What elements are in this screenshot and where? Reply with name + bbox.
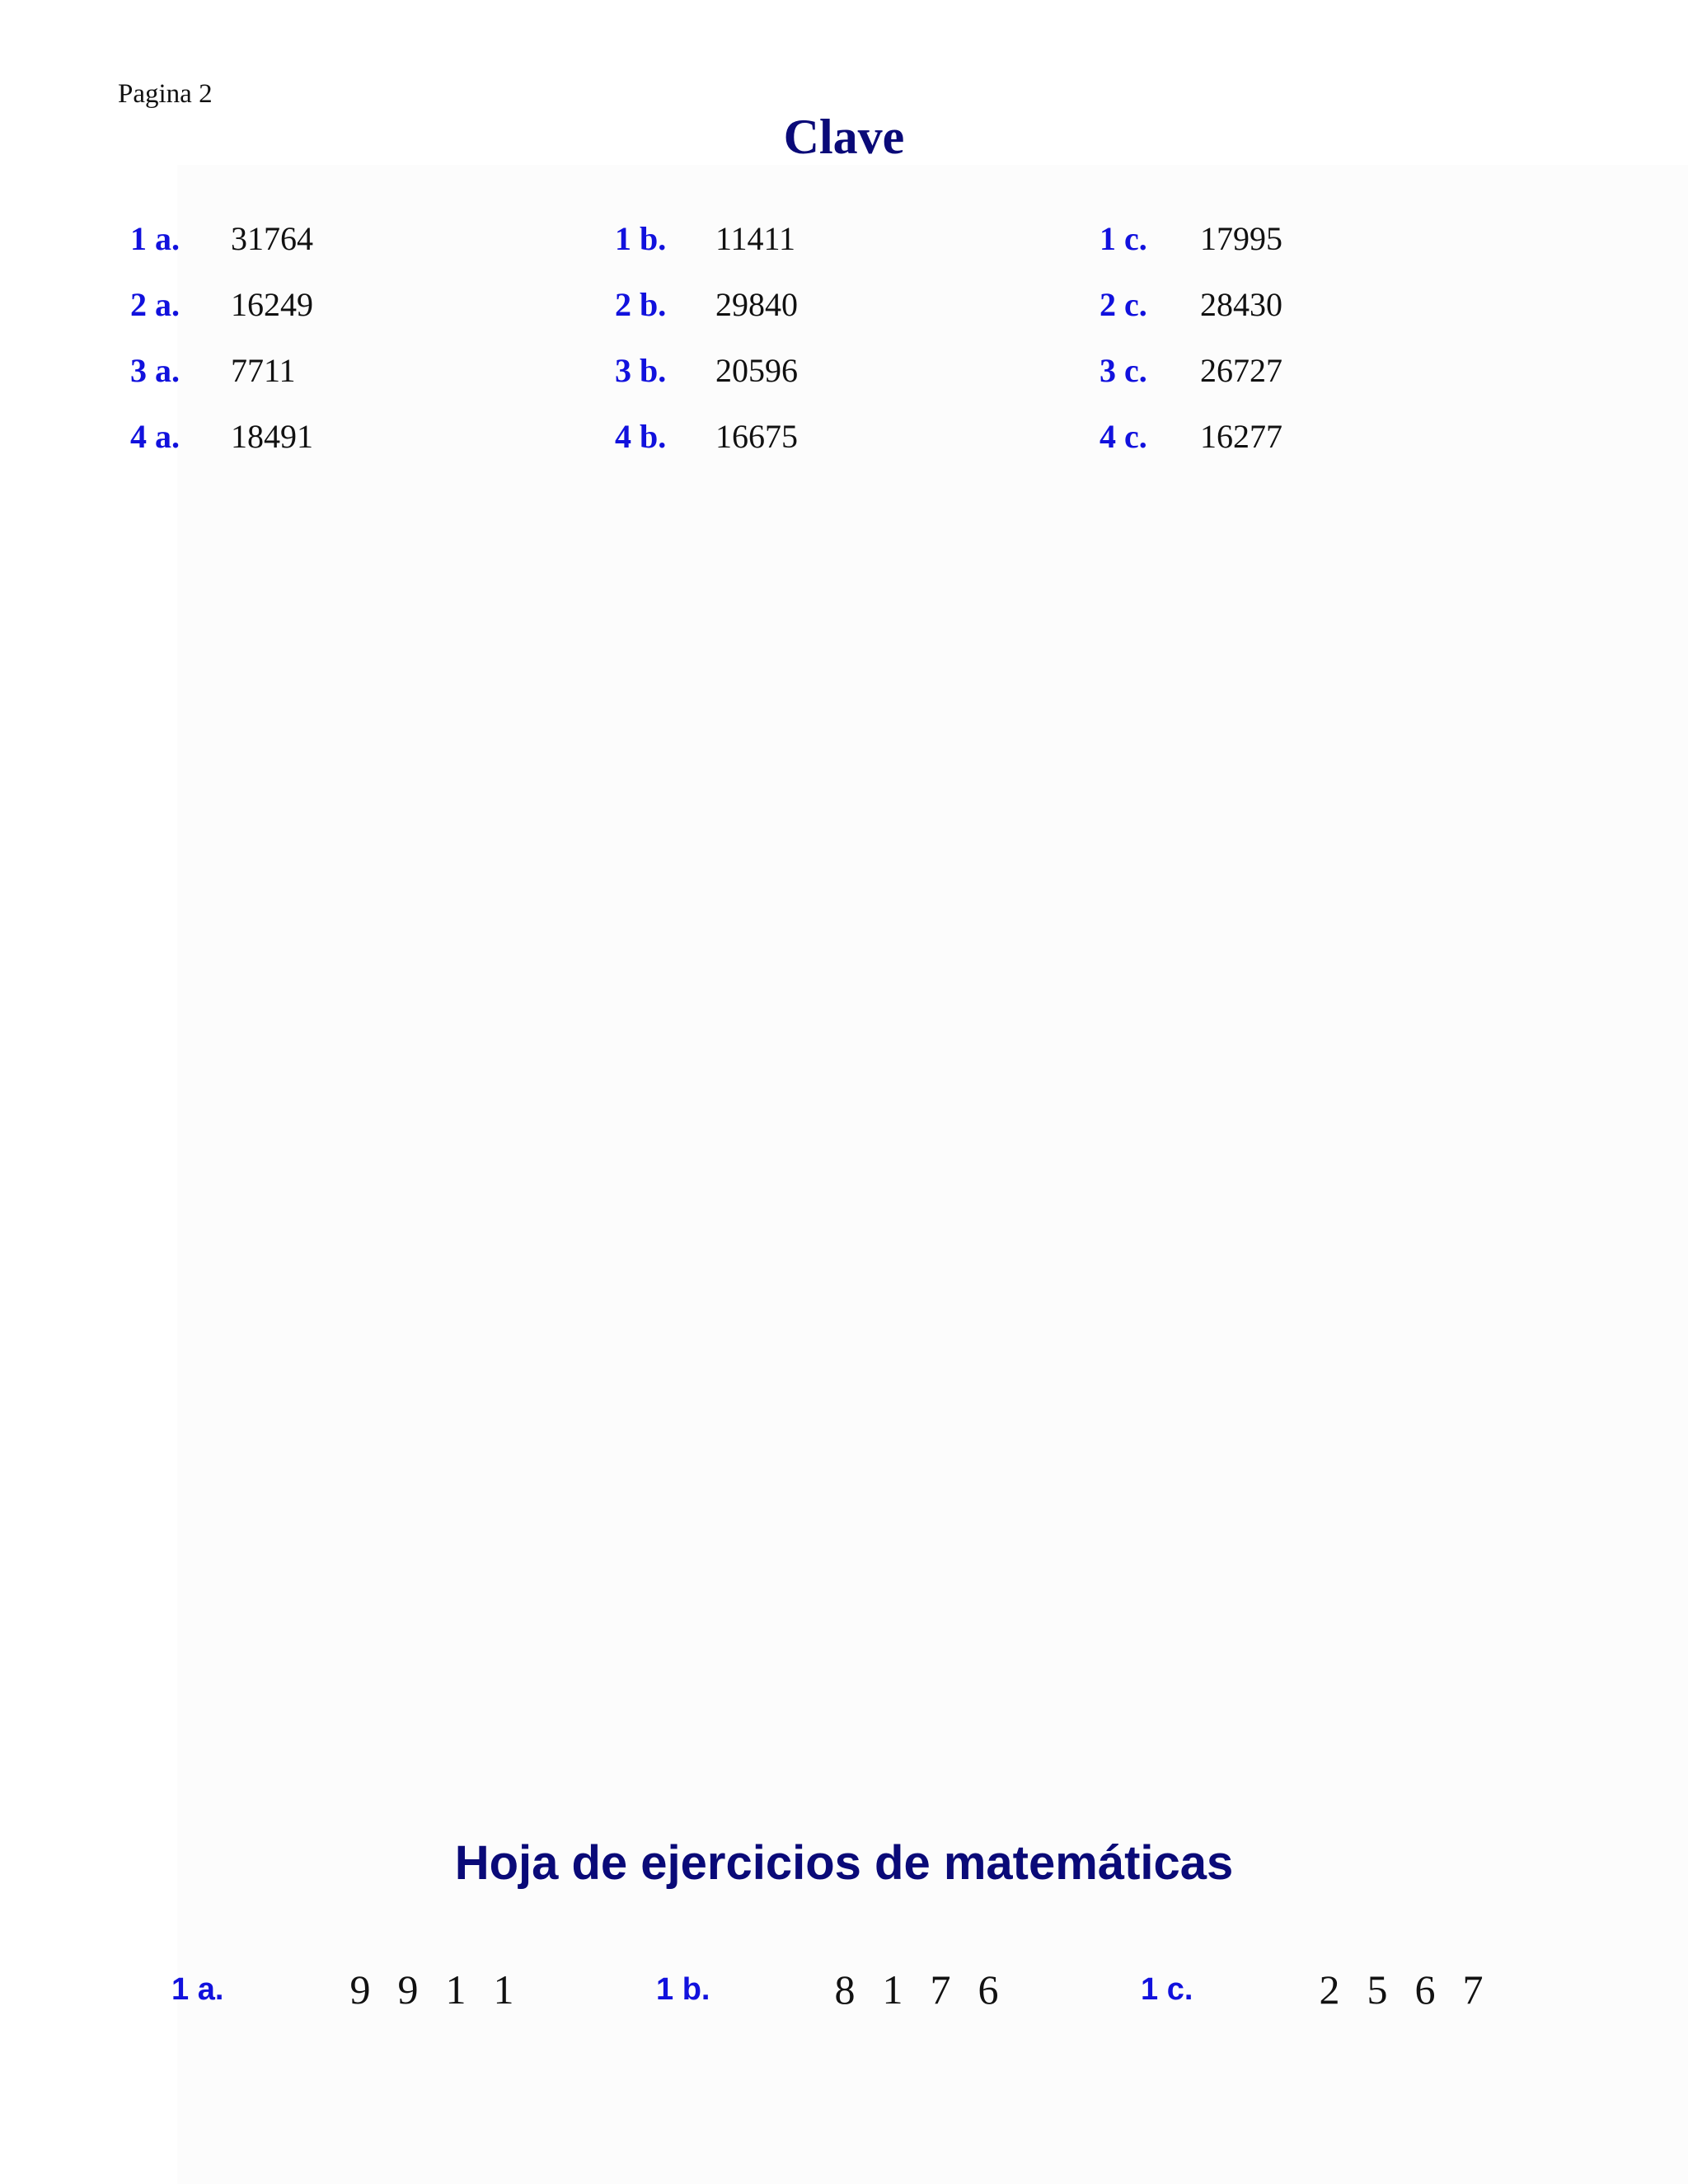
page-number: Pagina 2: [118, 79, 213, 109]
answer-label: 3 c.: [1100, 352, 1147, 389]
exercise-label: 1 c.: [1141, 1972, 1193, 2007]
digit: 7: [1462, 1966, 1484, 2013]
exercise-digits: [336, 1966, 528, 2013]
digit: 7: [930, 1966, 951, 2013]
answer-value: 31764: [231, 220, 313, 257]
answer-label: 4 a.: [130, 418, 180, 455]
digit: 9: [397, 1966, 419, 2013]
answer-label: 1 a.: [130, 220, 180, 257]
digit: 1: [882, 1966, 903, 2013]
answer-value: 16675: [715, 418, 798, 455]
answer-label: 1 b.: [615, 220, 667, 257]
exercise-label: 1 b.: [656, 1972, 710, 2007]
digit: 6: [1414, 1966, 1436, 2013]
answer-value: 7711: [231, 352, 296, 389]
answer-label: 2 b.: [615, 286, 667, 323]
answer-label: 2 a.: [130, 286, 180, 323]
exercise-label: 1 a.: [171, 1972, 224, 2007]
exercise-digits: [821, 1966, 1012, 2013]
answer-value: 26727: [1200, 352, 1282, 389]
answer-label: 1 c.: [1100, 220, 1147, 257]
exercise-digits: [1306, 1966, 1497, 2013]
digit: 6: [978, 1966, 999, 2013]
answer-value: 20596: [715, 352, 798, 389]
answer-value: 16277: [1200, 418, 1282, 455]
answer-value: 28430: [1200, 286, 1282, 323]
digit: 9: [349, 1966, 371, 2013]
digit: 2: [1319, 1966, 1340, 2013]
answer-label: 2 c.: [1100, 286, 1147, 323]
digit: 1: [493, 1966, 514, 2013]
answer-value: 29840: [715, 286, 798, 323]
digit: 8: [834, 1966, 856, 2013]
answer-key-title: Clave: [783, 110, 905, 164]
answer-value: 17995: [1200, 220, 1282, 257]
worksheet-title: Hoja de ejercicios de matemáticas: [454, 1836, 1234, 1890]
answer-value: 16249: [231, 286, 313, 323]
answer-label: 4 c.: [1100, 418, 1147, 455]
answer-value: 18491: [231, 418, 313, 455]
digit: 5: [1367, 1966, 1388, 2013]
digit: 1: [445, 1966, 467, 2013]
answer-label: 3 b.: [615, 352, 667, 389]
answer-label: 3 a.: [130, 352, 180, 389]
answer-label: 4 b.: [615, 418, 667, 455]
answer-value: 11411: [715, 220, 796, 257]
